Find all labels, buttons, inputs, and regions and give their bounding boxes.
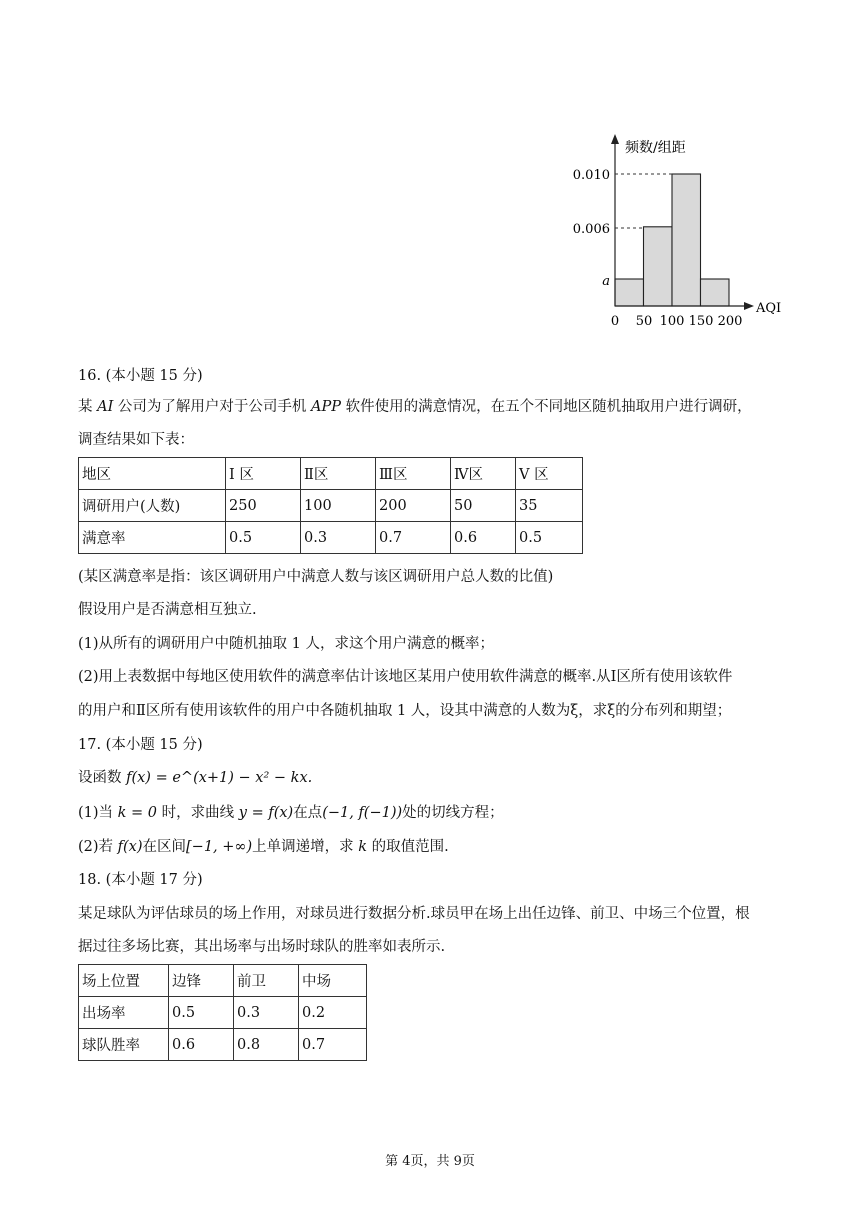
- q16-intro-c: 软件使用的满意情况，在五个不同地区随机抽取用户进行调研，: [341, 399, 752, 415]
- table-cell: 满意率: [79, 522, 226, 554]
- q17-heading: 17. (本小题 15 分): [78, 737, 203, 753]
- x-axis-arrow: [744, 302, 754, 310]
- table-cell: 0.5: [226, 522, 301, 554]
- x-tick-100: 100: [659, 314, 685, 329]
- table-row: [79, 490, 583, 522]
- table-row: [79, 1029, 367, 1061]
- table-cell: Ⅲ区: [376, 458, 451, 490]
- q17-p1-a: (1)当: [78, 805, 118, 821]
- q16-intro-line2: 调查结果如下表：: [78, 432, 194, 448]
- q17-p1-pt: (−1, f(−1)): [322, 805, 403, 821]
- q17-part2: [78, 837, 449, 857]
- table-cell: I 区: [226, 458, 301, 490]
- q18-line1: 某足球队为评估球员的场上作用，对球员进行数据分析.球员甲在场上出任边锋、前卫、中场三个位置，根: [78, 906, 750, 922]
- q17-p2-k: k: [358, 839, 368, 855]
- page-footer: 第 4页，共 9页: [385, 1154, 475, 1169]
- q17-func: f(x) = e^(x+1) − x² − kx.: [126, 770, 313, 786]
- table-cell: 边锋: [169, 965, 234, 997]
- table-cell: 0.6: [169, 1029, 234, 1061]
- q16-intro: [78, 397, 752, 417]
- q16-table: [78, 457, 583, 554]
- q16-part1: (1)从所有的调研用户中随机抽取 1 人，求这个用户满意的概率；: [78, 636, 494, 652]
- q16-part2-line2: 的用户和Ⅱ区所有使用该软件的用户中各随机抽取 1 人，设其中满意的人数为ξ，求ξ的分布列和期望；: [78, 703, 732, 719]
- table-cell: Ⅱ区: [301, 458, 376, 490]
- q16-assume: 假设用户是否满意相互独立.: [78, 602, 257, 618]
- table-cell: 0.7: [299, 1029, 367, 1061]
- table-cell: 0.3: [301, 522, 376, 554]
- y-axis-label: 频数/组距: [625, 140, 686, 156]
- x-tick-50: 50: [635, 314, 653, 329]
- q17-p2-a: (2)若: [78, 839, 118, 855]
- x-tick-0: 0: [610, 314, 620, 329]
- q17-p2-f: f(x): [117, 839, 143, 855]
- table-row: [79, 458, 583, 490]
- y-tick-0010: 0.010: [572, 168, 610, 183]
- q16-heading: 16. (本小题 15 分): [78, 368, 203, 384]
- table-row: [79, 997, 367, 1029]
- bars: [615, 174, 729, 306]
- q16-intro-a: 某: [78, 399, 98, 415]
- table-cell: 35: [516, 490, 583, 522]
- table-cell: 中场: [299, 965, 367, 997]
- q16-note: (某区满意率是指：该区调研用户中满意人数与该区调研用户总人数的比值): [78, 569, 554, 585]
- table-cell: 100: [301, 490, 376, 522]
- table-cell: V 区: [516, 458, 583, 490]
- table-cell: 50: [451, 490, 516, 522]
- q16-intro-app: APP: [311, 399, 342, 415]
- table-cell: 球队胜率: [79, 1029, 169, 1061]
- q17-p1-k: k = 0: [117, 805, 158, 821]
- table-cell: 0.7: [376, 522, 451, 554]
- table-row: [79, 965, 367, 997]
- table-cell: 0.5: [516, 522, 583, 554]
- table-cell: 0.5: [169, 997, 234, 1029]
- x-tick-200: 200: [717, 314, 743, 329]
- q18-heading: 18. (本小题 17 分): [78, 872, 203, 888]
- histogram-bar-0: [615, 279, 644, 306]
- y-tick-a: a: [602, 274, 610, 289]
- x-tick-150: 150: [688, 314, 714, 329]
- q17-function: [78, 768, 312, 788]
- table-cell: 出场率: [79, 997, 169, 1029]
- q16-intro-ai: AI: [97, 399, 114, 415]
- table-cell: 250: [226, 490, 301, 522]
- aqi-histogram: [560, 130, 790, 330]
- y-axis-arrow: [611, 134, 619, 144]
- table-cell: 0.2: [299, 997, 367, 1029]
- q18-line2: 据过往多场比赛，其出场率与出场时球队的胜率如表所示.: [78, 939, 446, 955]
- x-axis-label: AQI: [756, 301, 782, 316]
- q17-part1: [78, 803, 504, 823]
- table-cell: 前卫: [234, 965, 299, 997]
- q17-p2-c: 上单调递增，求: [252, 839, 359, 855]
- q17-p1-d: 处的切线方程；: [402, 805, 504, 821]
- q17-p2-d: 的取值范围.: [367, 839, 449, 855]
- histogram-bar-3: [701, 279, 730, 306]
- q18-table: [78, 964, 367, 1061]
- table-cell: 场上位置: [79, 965, 169, 997]
- q16-intro-b: 公司为了解用户对于公司手机: [113, 399, 312, 415]
- table-cell: 0.8: [234, 1029, 299, 1061]
- q17-p1-y: y = f(x): [238, 805, 294, 821]
- q17-p1-c: 在点: [293, 805, 323, 821]
- table-cell: Ⅳ区: [451, 458, 516, 490]
- y-tick-0006: 0.006: [572, 222, 610, 237]
- table-cell: 200: [376, 490, 451, 522]
- q17-p2-b: 在区间: [142, 839, 187, 855]
- histogram-bar-2: [672, 174, 701, 306]
- table-cell: 0.3: [234, 997, 299, 1029]
- histogram-bar-1: [644, 227, 673, 306]
- q17-p2-int: [−1, +∞): [186, 839, 253, 855]
- q17-func-prefix: 设函数: [78, 770, 127, 786]
- table-cell: 0.6: [451, 522, 516, 554]
- table-row: [79, 522, 583, 554]
- table-cell: 地区: [79, 458, 226, 490]
- table-cell: 调研用户(人数): [79, 490, 226, 522]
- q16-part2-line1: (2)用上表数据中每地区使用软件的满意率估计该地区某用户使用软件满意的概率.从Ⅰ区所有使用该软件: [78, 669, 733, 685]
- q17-p1-b: 时，求曲线: [157, 805, 239, 821]
